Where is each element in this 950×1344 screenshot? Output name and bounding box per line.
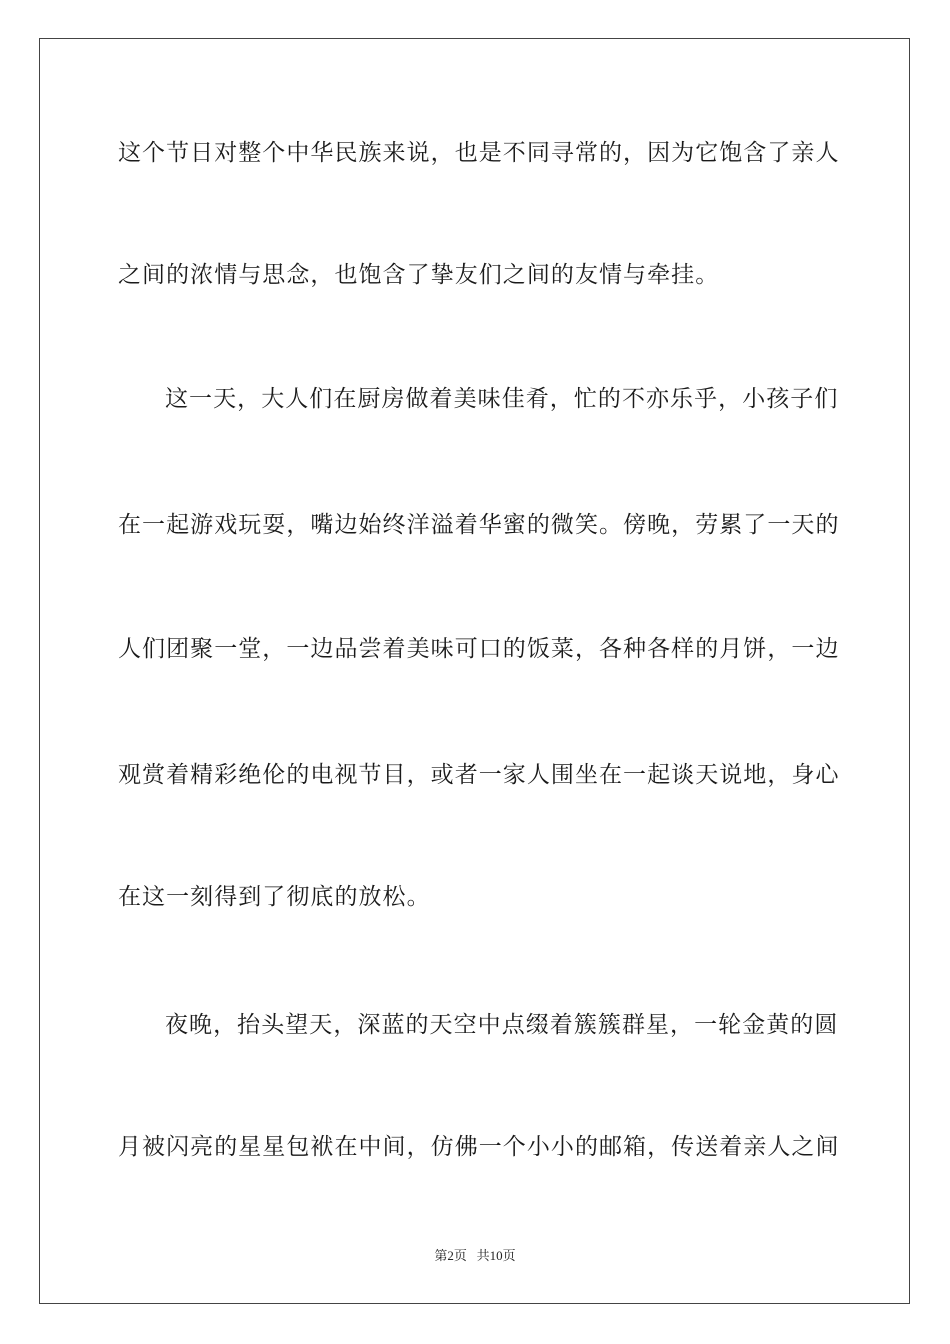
page-footer [0,1248,950,1264]
paragraph-line-7: 在这一刻得到了彻底的放松。 [118,884,431,910]
paragraph-line-1: 这个节日对整个中华民族来说，也是不同寻常的，因为它饱含了亲人 [118,140,840,166]
paragraph-line-2: 之间的浓情与思念，也饱含了挚友们之间的友情与牵挂。 [118,262,720,288]
paragraph-line-5: 人们团聚一堂，一边品尝着美味可口的饭菜，各种各样的月饼，一边 [118,636,840,662]
paragraph-line-3: 这一天，大人们在厨房做着美味佳肴，忙的不亦乐乎，小孩子们 [165,386,839,412]
paragraph-line-8: 夜晚，抬头望天，深蓝的天空中点缀着簇簇群星，一轮金黄的圆 [165,1012,839,1038]
page-number: 第2页 [434,1248,467,1263]
page-total: 共10页 [476,1248,516,1263]
paragraph-line-9: 月被闪亮的星星包袱在中间，仿佛一个小小的邮箱，传送着亲人之间 [118,1134,840,1160]
paragraph-line-4: 在一起游戏玩耍，嘴边始终洋溢着华蜜的微笑。傍晚，劳累了一天的 [118,512,840,538]
page-border [39,38,910,1304]
paragraph-line-6: 观赏着精彩绝伦的电视节目，或者一家人围坐在一起谈天说地，身心 [118,762,840,788]
